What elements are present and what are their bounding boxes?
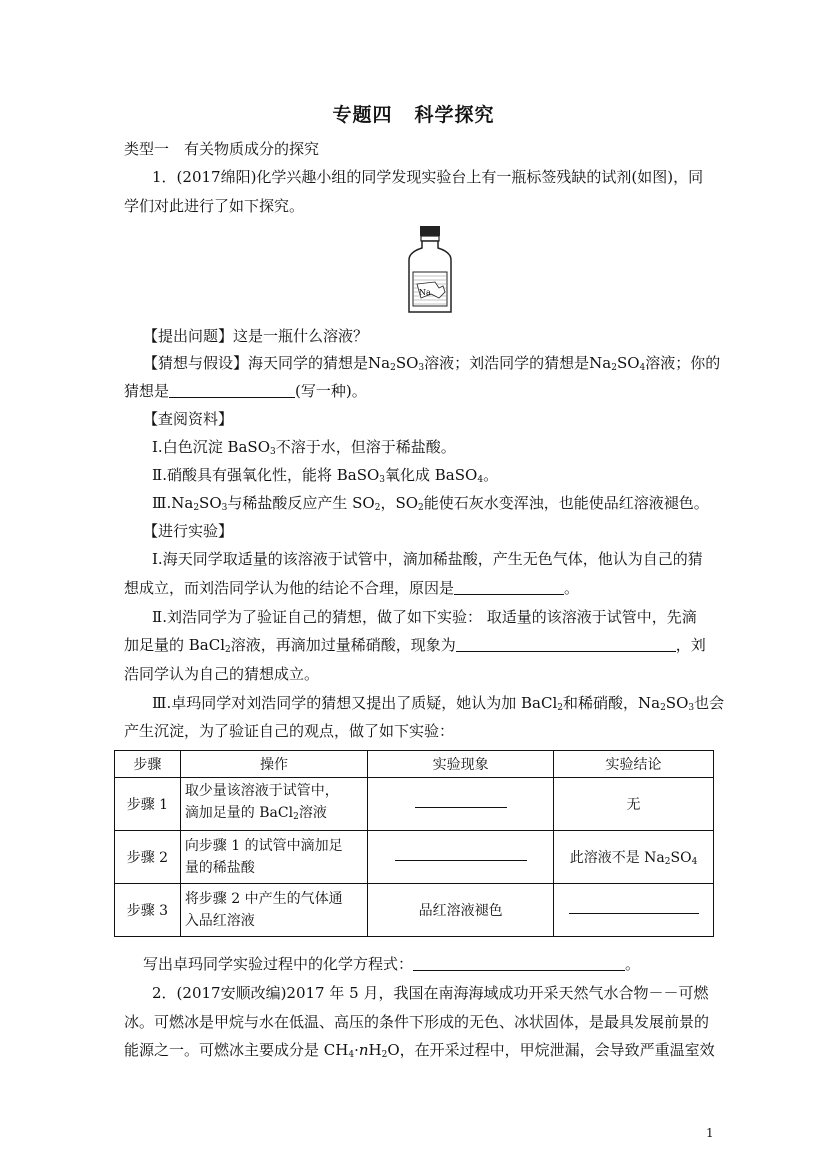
- type1-heading: 类型一 有关物质成分的探究: [124, 140, 320, 158]
- table-header-operation: 操作: [180, 751, 367, 778]
- table-header-phenomenon: 实验现象: [368, 751, 554, 778]
- experiment2-line2: 加足量的 BaCl$_2$溶液，再滴加过量稀硝酸，现象为 ，刘: [124, 636, 706, 655]
- equation-prompt: 写出卓玛同学实验过程中的化学方程式： 。: [143, 955, 641, 973]
- title-part2: 科学探究: [414, 104, 495, 126]
- reagent-bottle-illustration: [405, 226, 455, 316]
- phenomenon-blank[interactable]: [415, 797, 507, 808]
- table-row: [115, 884, 714, 937]
- table-row: [115, 831, 714, 884]
- experiment1-line2: 想成立，而刘浩同学认为他的结论不合理，原因是 。: [124, 579, 580, 597]
- conclusion-cell[interactable]: [554, 884, 714, 937]
- table-header-row: [115, 751, 714, 778]
- title-part1: 专题四: [332, 104, 393, 126]
- conclusion-blank[interactable]: [569, 903, 699, 914]
- question2-line1: 2．(2017安顺改编)2017 年 5 月，我国在南海海域成功开采天然气水合物－－可燃: [152, 984, 709, 1002]
- experiment3-line1: Ⅲ.卓玛同学对刘浩同学的猜想又提出了质疑，她认为加 BaCl$_2$和稀硝酸，$Na_2SO_3$也会: [152, 694, 725, 713]
- table-row: [115, 778, 714, 831]
- question2-line3: 能源之一。可燃冰主要成分是 $CH_4\cdot nH_2O$，在开采过程中，甲烷泄漏，会导致严重温室效: [124, 1041, 715, 1060]
- step-cell: 步骤 3: [115, 884, 181, 937]
- table-header-step: 步骤: [115, 751, 181, 778]
- phenomenon-cell[interactable]: [368, 778, 554, 831]
- operation-cell: 将步骤 2 中产生的气体通 入品红溶液: [180, 884, 367, 937]
- bottle-label-text: Na: [419, 288, 431, 297]
- phenomenon-blank[interactable]: [395, 850, 527, 861]
- reason-answer-blank[interactable]: [454, 580, 564, 595]
- experiment1-line1: Ⅰ.海天同学取适量的该溶液于试管中，滴加稀盐酸，产生无色气体，他认为自己的猜: [152, 550, 703, 568]
- step-cell: 步骤 2: [115, 831, 181, 884]
- reference-item1: Ⅰ.白色沉淀 BaSO$_3$不溶于水，但溶于稀盐酸。: [152, 438, 456, 457]
- question1-line2: 学们对此进行了如下探究。: [124, 197, 305, 215]
- step-cell: 步骤 1: [115, 778, 181, 831]
- page-number: 1: [706, 1126, 714, 1140]
- equation-answer-blank[interactable]: [413, 956, 625, 971]
- hypothesis-line1: 【猜想与假设】海天同学的猜想是$Na_2SO_3$溶液；刘浩同学的猜想是$Na_2SO_4$溶液；你的: [143, 354, 721, 373]
- question1-line1: 1．(2017绵阳)化学兴趣小组的同学发现实验台上有一瓶标签残缺的试剂(如图)，同: [152, 168, 704, 186]
- phenomenon-answer-blank[interactable]: [456, 637, 676, 652]
- phenomenon-cell: 品红溶液褪色: [368, 884, 554, 937]
- question2-line2: 冰。可燃冰是甲烷与水在低温、高压的条件下形成的无色、冰状固体，是最具发展前景的: [124, 1013, 710, 1031]
- hypothesis-line2: 猜想是 (写一种)。: [124, 382, 367, 400]
- experiment-heading: 【进行实验】: [143, 522, 234, 540]
- reference-heading: 【查阅资料】: [143, 410, 234, 428]
- experiment2-line3: 浩同学认为自己的猜想成立。: [124, 665, 320, 683]
- reference-item2: Ⅱ.硝酸具有强氧化性，能将 BaSO$_3$氧化成 BaSO$_4$。: [152, 466, 499, 485]
- hypothesis-answer-blank[interactable]: [169, 383, 295, 398]
- question-asked: 【提出问题】这是一瓶什么溶液？: [143, 327, 369, 345]
- page-title: [0, 100, 827, 127]
- experiment-table: [114, 750, 714, 937]
- conclusion-cell: 无: [554, 778, 714, 831]
- experiment2-line1: Ⅱ.刘浩同学为了验证自己的猜想，做了如下实验： 取适量的该溶液于试管中，先滴: [152, 608, 697, 626]
- reference-item3: $Ⅲ.Na_2SO_3$与稀盐酸反应产生 $SO_2$，$SO_2$能使石灰水变浑浊，也能使品红溶液褪色。: [152, 494, 709, 513]
- experiment3-line2: 产生沉淀，为了验证自己的观点，做了如下实验：: [124, 722, 455, 740]
- table-header-conclusion: 实验结论: [554, 751, 714, 778]
- operation-cell: 向步骤 1 的试管中滴加足 量的稀盐酸: [180, 831, 367, 884]
- conclusion-cell: 此溶液不是 $Na_2SO_4$: [554, 831, 714, 884]
- operation-cell: 取少量该溶液于试管中， 滴加足量的 BaCl$_2$溶液: [180, 778, 367, 831]
- phenomenon-cell[interactable]: [368, 831, 554, 884]
